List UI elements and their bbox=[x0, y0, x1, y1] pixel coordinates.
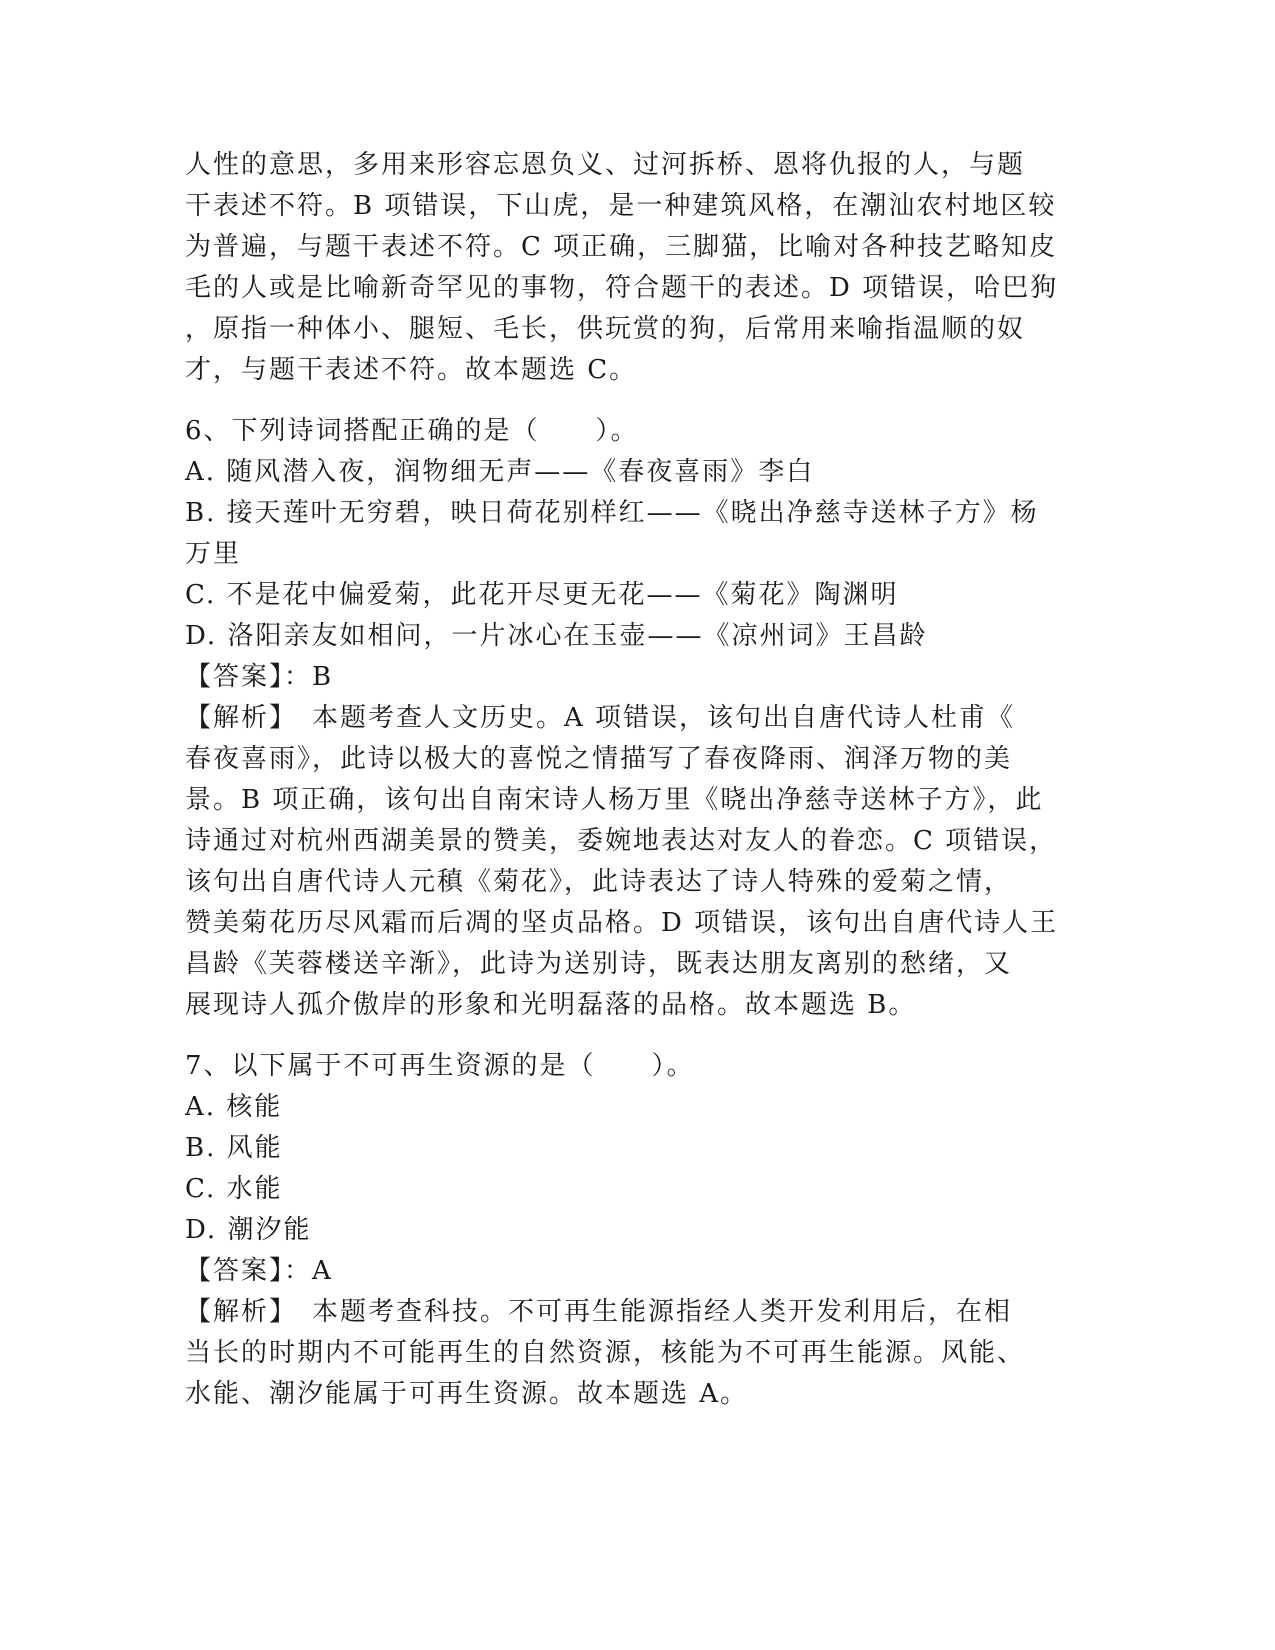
question-7-option-c: C. 水能 bbox=[185, 1174, 283, 1204]
question-7 bbox=[185, 1046, 1085, 1415]
text-line: 才，与题干表述不符。故本题选 C。 bbox=[185, 355, 638, 385]
document-page bbox=[185, 145, 1085, 1415]
question-7-answer: 【答案】：A bbox=[185, 1256, 333, 1286]
question-7-analysis-line: 【解析】 本题考查科技。不可再生能源指经人类开发利用后，在相 bbox=[185, 1297, 1013, 1327]
question-6-option-c: C. 不是花中偏爱菊，此花开尽更无花——《菊花》陶渊明 bbox=[185, 580, 899, 610]
question-7-option-d: D. 潮汐能 bbox=[185, 1215, 312, 1245]
question-6 bbox=[185, 411, 1085, 1026]
question-6-analysis-line: 春夜喜雨》，此诗以极大的喜悦之情描写了春夜降雨、润泽万物的美 bbox=[185, 744, 1013, 774]
question-6-analysis-line: 该句出自唐代诗人元稹《菊花》，此诗表达了诗人特殊的爱菊之情， bbox=[185, 867, 1013, 897]
text-line: 为普遍，与题干表述不符。C 项正确，三脚猫，比喻对各种技艺略知皮 bbox=[185, 232, 1058, 262]
question-7-stem: 7、以下属于不可再生资源的是（ ）。 bbox=[185, 1051, 695, 1081]
question-6-analysis-line: 昌龄《芙蓉楼送辛渐》，此诗为送别诗，既表达朋友离别的愁绪，又 bbox=[185, 949, 1013, 979]
question-6-analysis-line: 赞美菊花历尽风霜而后凋的坚贞品格。D 项错误，该句出自唐代诗人王 bbox=[185, 908, 1059, 938]
question-6-analysis-line: 景。B 项正确，该句出自南宋诗人杨万里《晓出净慈寺送林子方》，此 bbox=[185, 785, 1044, 815]
question-6-option-b: B. 接天莲叶无穷碧，映日荷花别样红——《晓出净慈寺送林子方》杨 bbox=[185, 498, 1039, 528]
question-6-option-d: D. 洛阳亲友如相问，一片冰心在玉壶——《凉州词》王昌龄 bbox=[185, 621, 928, 651]
question-6-answer: 【答案】：B bbox=[185, 662, 334, 692]
spacer bbox=[185, 1026, 1085, 1046]
question-6-stem: 6、下列诗词搭配正确的是（ ）。 bbox=[185, 416, 639, 446]
question-7-option-a: A. 核能 bbox=[185, 1092, 283, 1122]
spacer bbox=[185, 391, 1085, 411]
question-7-option-b: B. 风能 bbox=[185, 1133, 283, 1163]
question-6-analysis-line: 展现诗人孤介傲岸的形象和光明磊落的品格。故本题选 B。 bbox=[185, 990, 917, 1020]
question-6-option-b-continued: 万里 bbox=[185, 539, 242, 569]
text-line: 毛的人或是比喻新奇罕见的事物，符合题干的表述。D 项错误，哈巴狗 bbox=[185, 273, 1059, 303]
question-7-analysis-line: 水能、潮汐能属于可再生资源。故本题选 A。 bbox=[185, 1379, 749, 1409]
question-7-analysis-line: 当长的时期内不可能再生的自然资源，核能为不可再生能源。风能、 bbox=[185, 1338, 1026, 1368]
text-line: 干表述不符。B 项错误，下山虎，是一种建筑风格，在潮汕农村地区较 bbox=[185, 191, 1057, 221]
text-line: 人性的意思，多用来形容忘恩负义、过河拆桥、恩将仇报的人，与题 bbox=[185, 150, 1026, 180]
previous-analysis-continuation bbox=[185, 145, 1085, 391]
text-line: ，原指一种体小、腿短、毛长，供玩赏的狗，后常用来喻指温顺的奴 bbox=[185, 314, 1026, 344]
question-6-analysis-line: 诗通过对杭州西湖美景的赞美，委婉地表达对友人的眷恋。C 项错误， bbox=[185, 826, 1058, 856]
question-6-analysis-line: 【解析】 本题考查人文历史。A 项错误，该句出自唐代诗人杜甫《 bbox=[185, 703, 1016, 733]
question-6-option-a: A. 随风潜入夜，润物细无声——《春夜喜雨》李白 bbox=[185, 457, 815, 487]
